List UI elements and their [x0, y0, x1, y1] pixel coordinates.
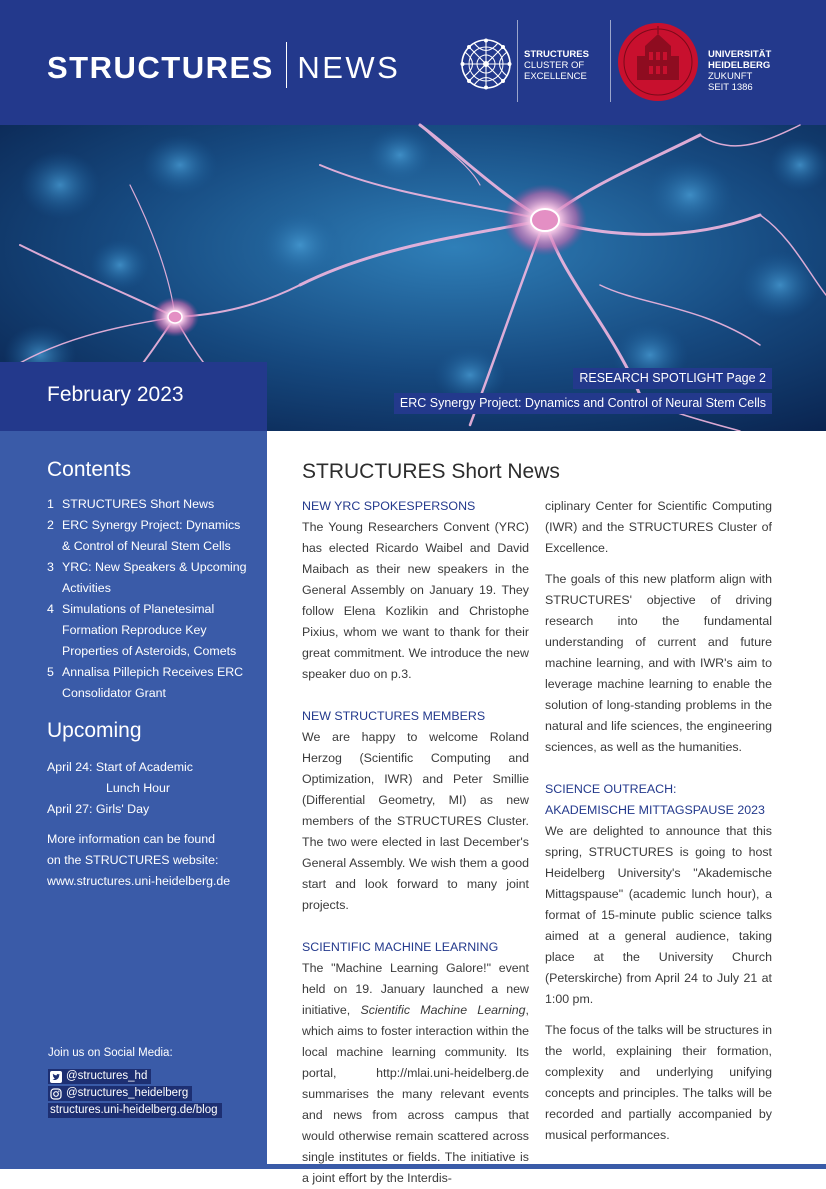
instagram-link[interactable]: @structures_heidelberg: [48, 1086, 192, 1101]
article-body: We are happy to welcome Roland Herzog (Scientific Computing and Optimization, IWR) and Peter Smillie (Differential Geometry, MI) as new members of the STRUCTURES Cluster. The two were elected in last December's General Assembly. We wish them a good start and look forward to many joint projects.: [302, 730, 529, 912]
structures-logo-text: STRUCTURES CLUSTER OF EXCELLENCE: [524, 49, 589, 82]
article-body: The "Machine Learning Galore!" event held on 19. January launched a new initiative, Scientific Machine Learning, which aims to foster interaction within the local machine learning community. Its portal, http://mlai.uni-heidelberg.de summarises the many relevant events and news from across campus that would otherwise remain scattered across single institutes or fields. The initiative is a joint effort by the Interdis-: [302, 961, 529, 1185]
logo-divider: [610, 20, 611, 102]
article-body: The Young Researchers Convent (YRC) has elected Ricardo Waibel and David Maibach as their new speakers in the General Assembly on January 19. They follow Elena Kozlikin and Christophe Pixius, whom we want to thank for their great commitment. We introduce the new speaker duo on p.3.: [302, 520, 529, 681]
article-heading: SCIENCE OUTREACH:: [545, 782, 677, 796]
blog-link[interactable]: structures.uni-heidelberg.de/blog: [48, 1103, 222, 1118]
title-divider: [286, 42, 288, 88]
article-heading: AKADEMISCHE MITTAGSPAUSE 2023: [545, 803, 765, 817]
toc-item[interactable]: 3 YRC: New Speakers & Upcoming Activities: [47, 560, 247, 595]
twitter-link[interactable]: @structures_hd: [48, 1069, 151, 1084]
article-heading: NEW YRC SPOKESPERSONS: [302, 499, 476, 513]
more-info: More information can be found on the STRUCTURES website: www.structures.uni-heidelberg.de: [47, 829, 230, 892]
article-heading: SCIENTIFIC MACHINE LEARNING: [302, 940, 499, 954]
logo-divider: [517, 20, 518, 102]
university-logo-text: UNIVERSITÄT HEIDELBERG ZUKUNFT SEIT 1386: [708, 49, 772, 93]
upcoming-heading: Upcoming: [47, 719, 142, 742]
column-right: [545, 496, 772, 1146]
research-spotlight-tag: RESEARCH SPOTLIGHT Page 2: [573, 368, 772, 389]
sidebar: [0, 431, 267, 1169]
newsletter-title: STRUCTURES NEWS: [47, 42, 400, 88]
article-body: The focus of the talks will be structures in the world, explaining their formation, complexity and underlying unifying concepts and principles. The talks will be recorded and partially accompanied by musical performances.: [545, 1023, 772, 1142]
twitter-icon: [50, 1071, 62, 1083]
table-of-contents: [47, 494, 247, 704]
article-body: The goals of this new platform align with STRUCTURES' objective of driving research into the fundamental understanding of current and future machine learning, and with IWR's aim to leverage machine learning to enable the solution of long-standing problems in the natural and life sciences, the engineering sciences, as well as the humanities.: [545, 572, 772, 754]
section-heading: STRUCTURES Short News: [302, 460, 560, 483]
issue-date: February 2023: [47, 383, 184, 406]
toc-item[interactable]: 5 Annalisa Pillepich Receives ERC Consolidator Grant: [47, 665, 244, 700]
spotlight-article-title: ERC Synergy Project: Dynamics and Control of Neural Stem Cells: [394, 393, 772, 414]
structures-logo-icon: [460, 38, 512, 90]
article-body: We are delighted to announce that this spring, STRUCTURES is going to host Heidelberg University's "Akademische Mittagspause" (academic lunch hour), a format of 15-minute public science talks aimed at a general audience, taking place at the University Church (Peterskirche) from April 24 to July 21 at 1:00 pm.: [545, 824, 772, 1006]
toc-item[interactable]: 1 STRUCTURES Short News: [47, 497, 215, 511]
contents-heading: Contents: [47, 458, 132, 481]
article-heading: NEW STRUCTURES MEMBERS: [302, 709, 486, 723]
website-link[interactable]: www.structures.uni-heidelberg.de: [47, 874, 231, 888]
upcoming-events: April 24: Start of Academic Lunch Hour April 27: Girls' Day: [47, 760, 194, 816]
footer-rule: [267, 1164, 826, 1169]
social-heading: Join us on Social Media:: [48, 1047, 173, 1059]
short-news-section: [267, 431, 826, 1185]
masthead: [0, 0, 826, 125]
instagram-icon: [50, 1088, 62, 1100]
column-left: [302, 496, 529, 1189]
toc-item[interactable]: 4 Simulations of Planetesimal Formation Reproduce Key Properties of Asteroids, Comets: [47, 602, 237, 658]
toc-item[interactable]: 2 ERC Synergy Project: Dynamics & Control of Neural Stem Cells: [47, 518, 241, 553]
university-seal-icon: [617, 22, 699, 102]
article-body: ciplinary Center for Scientific Computing (IWR) and the STRUCTURES Cluster of Excellence.: [545, 499, 772, 555]
